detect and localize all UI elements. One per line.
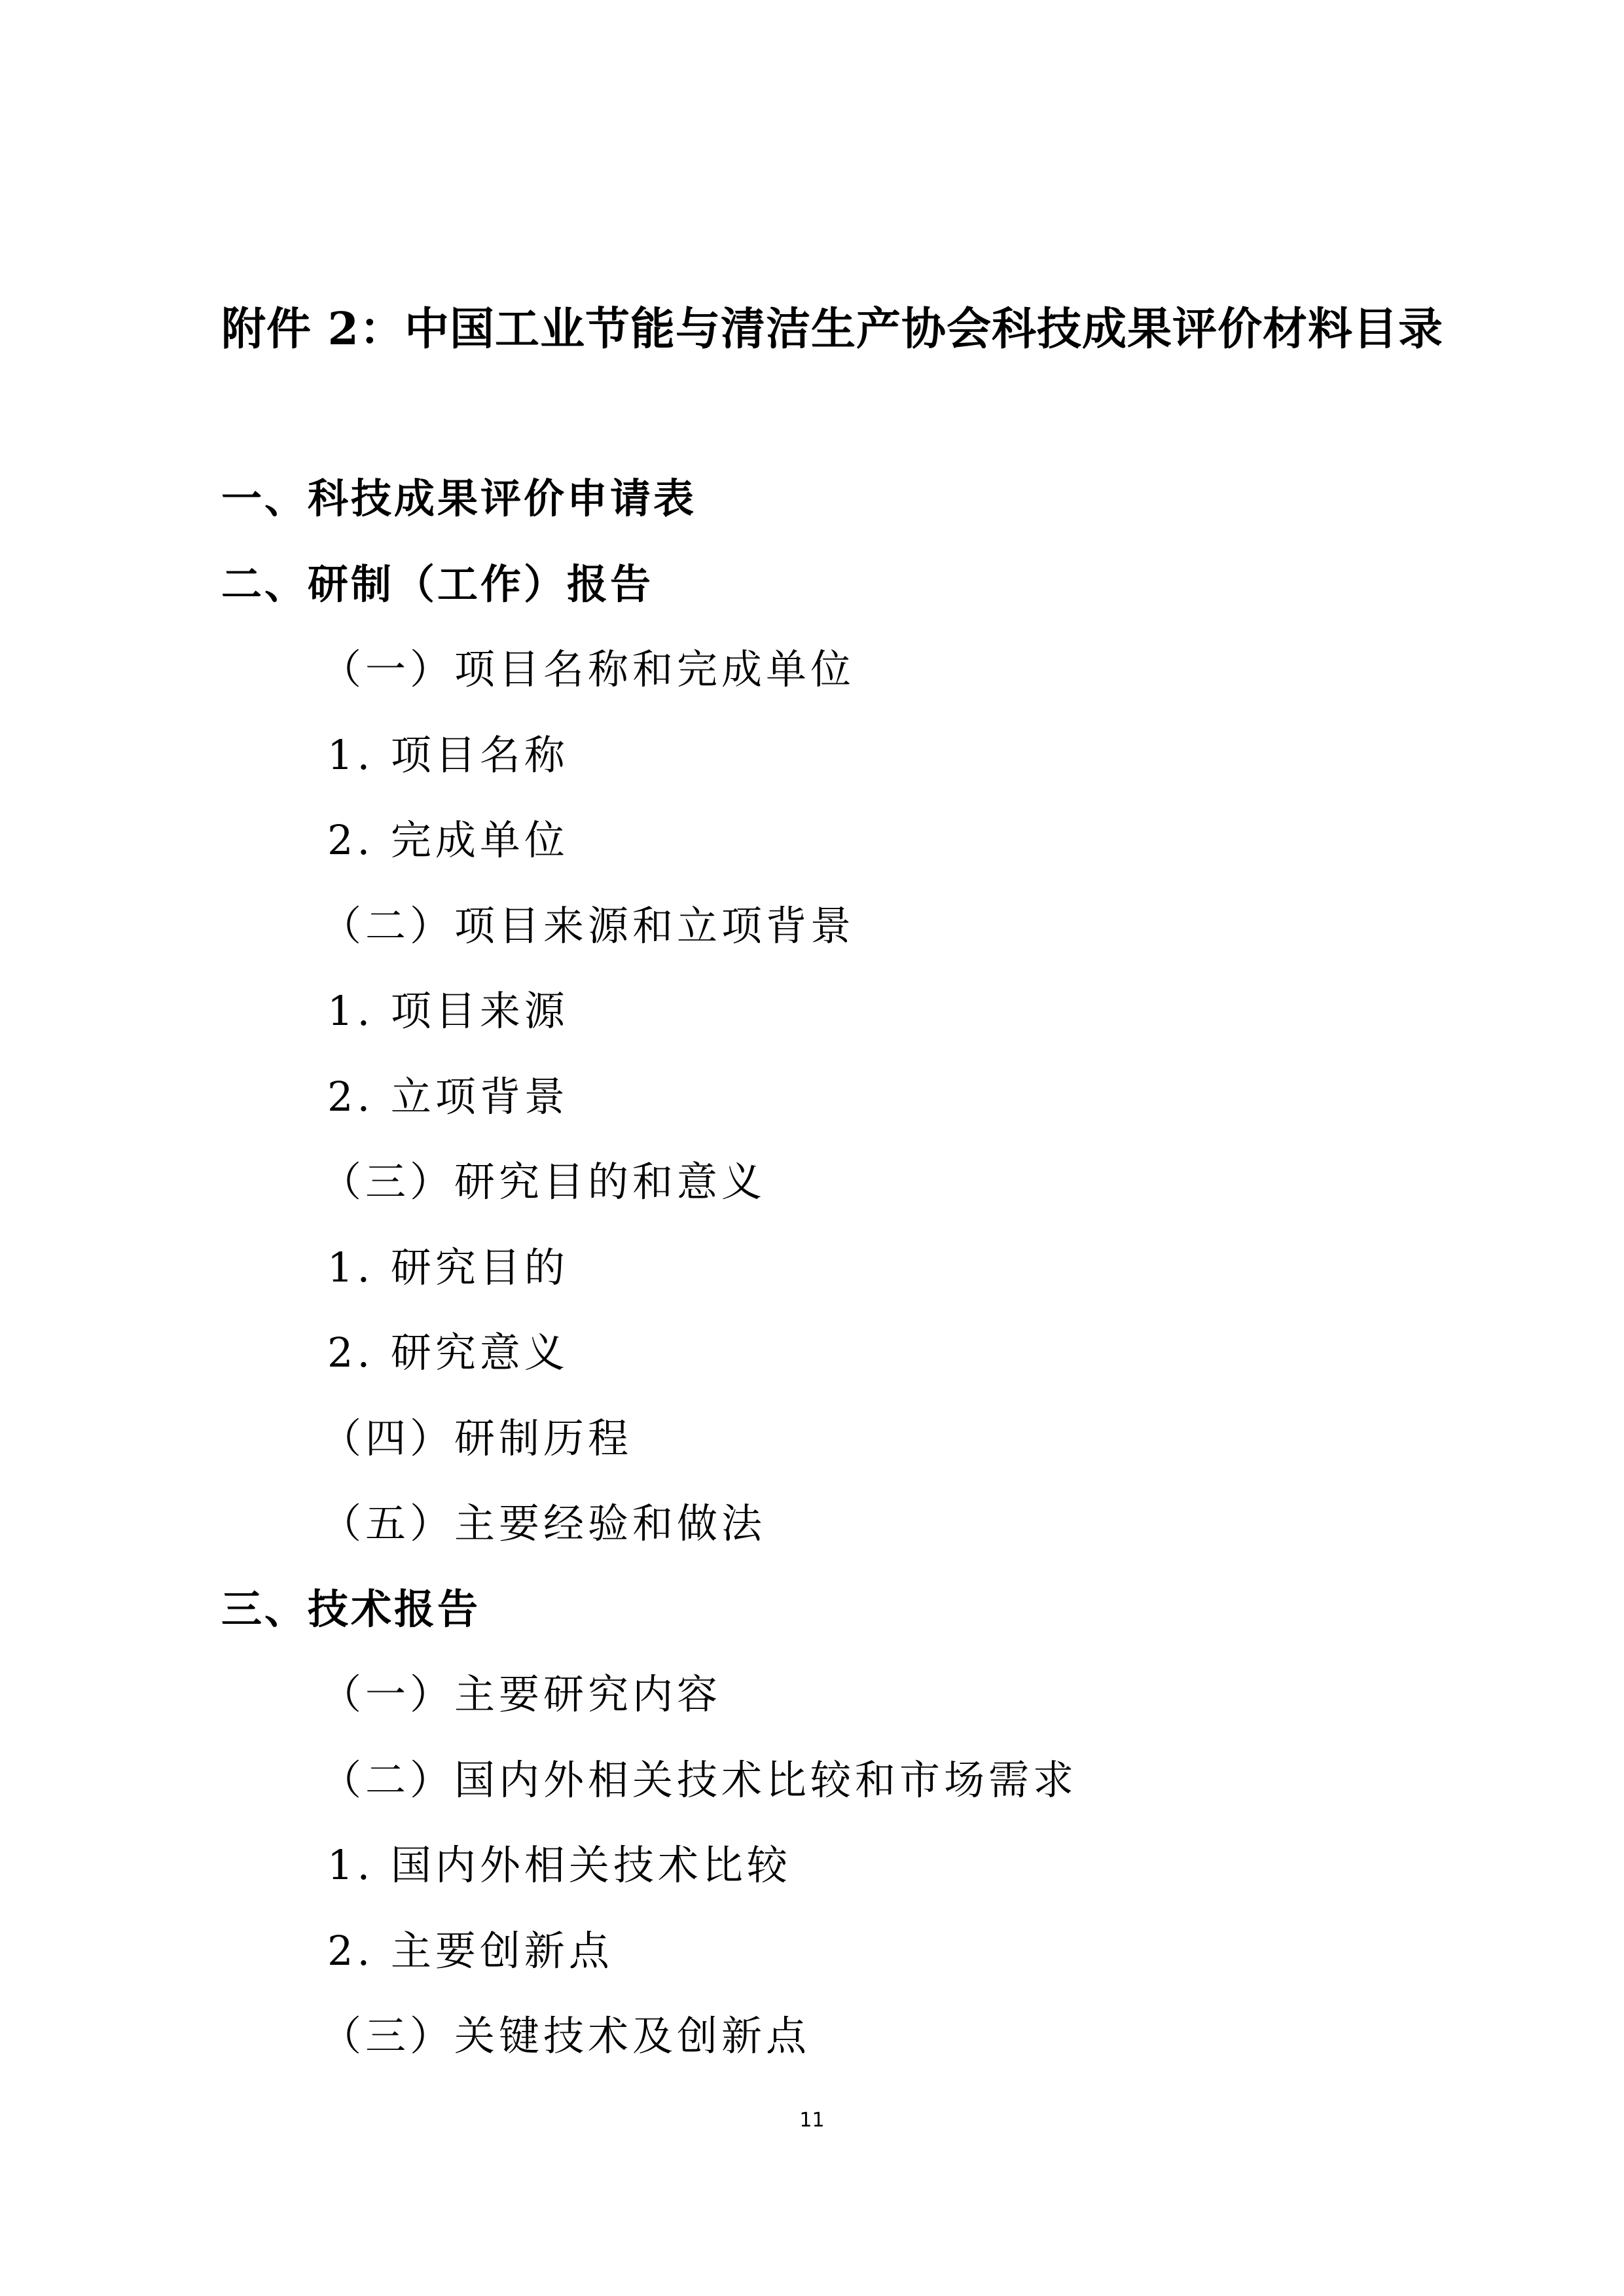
toc-subsection: （二）项目来源和立项背景: [321, 902, 856, 950]
toc-item: 1. 项目名称: [327, 731, 569, 779]
toc-subsection: （一）主要研究内容: [321, 1670, 722, 1718]
toc-subsection: （二）国内外相关技术比较和市场需求: [321, 1756, 1078, 1804]
toc-item: 1. 研究目的: [327, 1244, 569, 1291]
toc-item: 1. 项目来源: [327, 987, 569, 1035]
toc-item: 2. 完成单位: [327, 816, 569, 864]
toc-section-heading: 二、研制（工作）报告: [221, 560, 654, 608]
toc-subsection: （一）项目名称和完成单位: [321, 645, 856, 693]
toc-section-heading: 三、技术报告: [221, 1585, 481, 1633]
page-title: 附件 2：中国工业节能与清洁生产协会科技成果评价材料目录: [221, 303, 1443, 355]
toc-item: 2. 主要创新点: [327, 1927, 613, 1975]
toc-subsection: （五）主要经验和做法: [321, 1499, 767, 1547]
toc-item: 1. 国内外相关技术比较: [327, 1841, 791, 1889]
toc-section-heading: 一、科技成果评价申请表: [221, 475, 697, 522]
toc-subsection: （三）研究目的和意义: [321, 1158, 767, 1206]
toc-item: 2. 立项背景: [327, 1073, 569, 1121]
toc-subsection: （三）关键技术及创新点: [321, 2012, 811, 2060]
toc-subsection: （四）研制历程: [321, 1414, 633, 1462]
page-number: 11: [799, 2109, 825, 2132]
toc-item: 2. 研究意义: [327, 1329, 569, 1376]
